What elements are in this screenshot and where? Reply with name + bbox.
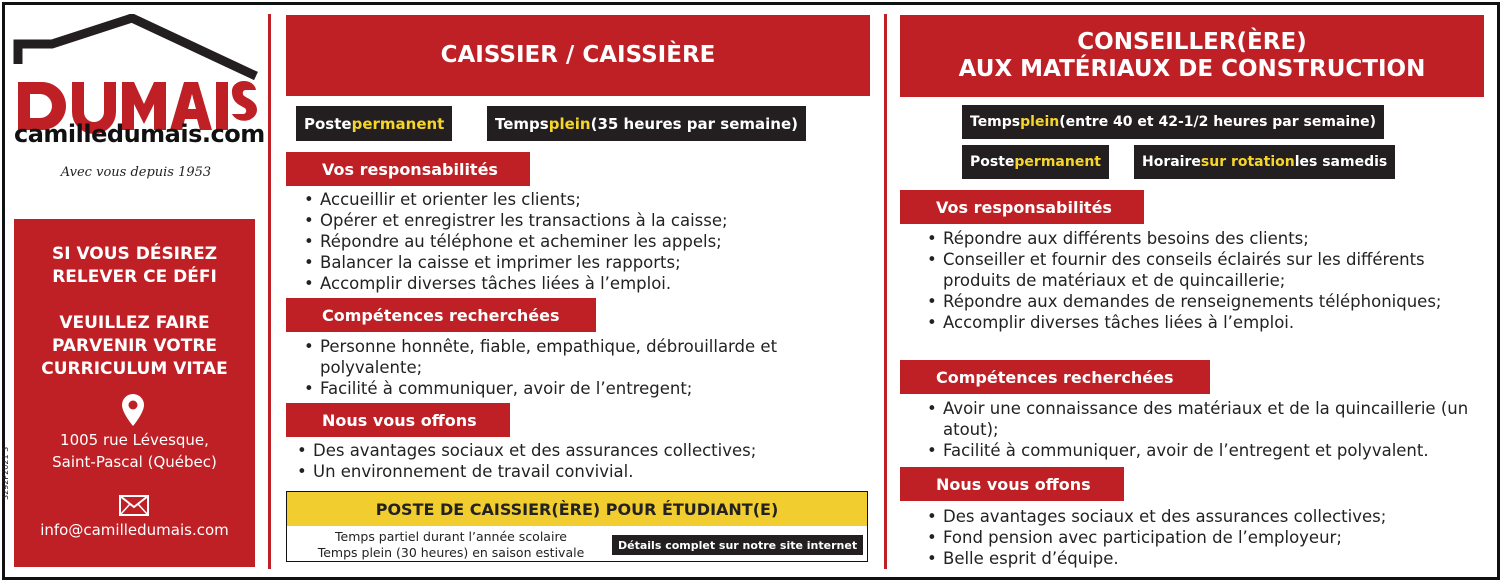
job2-tag-permanent: Poste permanent — [962, 145, 1109, 179]
tagline: Avec vous depuis 1953 — [60, 165, 212, 180]
job2-resp-title: Vos responsabilités — [900, 190, 1144, 224]
address-line1: 1005 rue Lévesque, — [60, 431, 209, 449]
divider — [884, 14, 887, 569]
cta-line: SI VOUS DÉSIREZ — [51, 244, 218, 264]
job1-tag-hours: Temps plein (35 heures par semaine) — [487, 106, 806, 141]
bullet-item: • Fond pension avec participation de l’employeur; — [925, 527, 1485, 548]
contact-box — [14, 219, 255, 567]
cta-line: PARVENIR VOTRE — [51, 336, 218, 356]
cta-line: CURRICULUM VITAE — [41, 359, 228, 379]
divider — [268, 14, 271, 569]
bullet-item: • Répondre aux différents besoins des clients; — [925, 228, 1485, 249]
job2-skills-title: Compétences recherchées — [900, 360, 1210, 394]
job1-skills-title: Compétences recherchées — [286, 298, 596, 332]
bullet-item: • Accomplir diverses tâches liées à l’emploi. — [302, 273, 822, 294]
bullet-item: • Conseiller et fournir des conseils éclairés sur les différents produits de matériaux et de quincaillerie; — [925, 249, 1485, 291]
student-schedule — [293, 529, 609, 561]
cta-line: RELEVER CE DÉFI — [52, 267, 217, 287]
job1-skills-list — [302, 336, 822, 399]
student-line1: Temps partiel durant l’année scolaire — [335, 529, 567, 544]
job2-resp-list — [925, 228, 1485, 333]
job2-skills-list — [925, 398, 1485, 461]
job1-resp-list — [302, 189, 822, 294]
bullet-item: • Belle esprit d’équipe. — [925, 548, 1485, 569]
ad-code: 3292P2021 3 — [1, 446, 10, 500]
job2-title-line1: CONSEILLER(ÈRE) — [1077, 29, 1307, 55]
job1-resp-title: Vos responsabilités — [286, 152, 530, 186]
bullet-item: • Accueillir et orienter les clients; — [302, 189, 822, 210]
bullet-item: • Un environnement de travail convivial. — [295, 461, 855, 482]
student-box — [286, 491, 868, 562]
student-details-link[interactable]: Détails complet sur notre site internet — [612, 535, 863, 555]
address-line2: Saint-Pascal (Québec) — [52, 453, 217, 471]
job2-title-line2: AUX MATÉRIAUX DE CONSTRUCTION — [958, 56, 1426, 82]
bullet-item: • Des avantages sociaux et des assurances collectives; — [925, 506, 1485, 527]
job1-offer-list — [295, 440, 855, 482]
bullet-item: • Répondre au téléphone et acheminer les appels; — [302, 231, 822, 252]
bullet-item: • Facilité à communiquer, avoir de l’entregent; — [302, 378, 822, 399]
cta-line: VEUILLEZ FAIRE — [59, 313, 210, 333]
student-line2: Temps plein (30 heures) en saison estivale — [317, 545, 585, 560]
job2-tag-hours: Temps plein (entre 40 et 42-1/2 heures par semaine) — [962, 105, 1384, 139]
bullet-item: • Facilité à communiquer, avoir de l’entregent et polyvalent. — [925, 440, 1485, 461]
job1-tag-permanent: Poste permanent — [296, 106, 452, 141]
bullet-item: • Personne honnête, fiable, empathique, débrouillarde et polyvalente; — [302, 336, 822, 378]
job2-offer-list — [925, 506, 1485, 569]
bullet-item: • Avoir une connaissance des matériaux et de la quincaillerie (un atout); — [925, 398, 1485, 440]
email[interactable]: info@camilledumais.com — [40, 521, 229, 539]
bullet-item: • Balancer la caisse et imprimer les rapports; — [302, 252, 822, 273]
bullet-item: • Opérer et enregistrer les transactions à la caisse; — [302, 210, 822, 231]
map-pin-icon — [121, 394, 145, 426]
envelope-icon — [119, 495, 149, 516]
bullet-item: • Répondre aux demandes de renseignements téléphoniques; — [925, 291, 1485, 312]
website[interactable]: camilledumais.com — [14, 120, 265, 148]
bullet-item: • Accomplir diverses tâches liées à l’emploi. — [925, 312, 1485, 333]
job1-offer-title: Nous vous offons — [286, 403, 510, 437]
bullet-item: • Des avantages sociaux et des assurances collectives; — [295, 440, 855, 461]
student-title: POSTE DE CAISSIER(ÈRE) POUR ÉTUDIANT(E) — [287, 492, 867, 526]
job2-offer-title: Nous vous offons — [900, 467, 1124, 501]
job2-tag-schedule: Horaire sur rotation les samedis — [1134, 145, 1395, 179]
job2-title — [900, 15, 1484, 97]
job1-title: CAISSIER / CAISSIÈRE — [286, 15, 870, 96]
